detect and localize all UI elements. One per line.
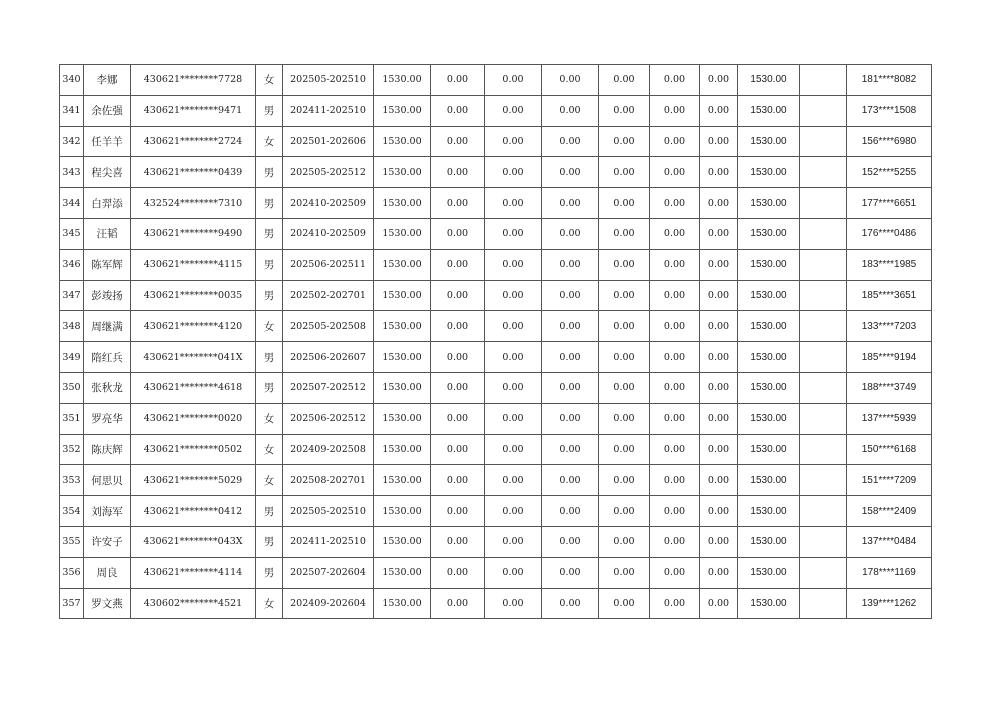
value-cell-5: 0.00 <box>650 372 700 403</box>
table-row <box>60 342 932 373</box>
row-number-cell: 355 <box>60 526 84 557</box>
value-cell-1: 0.00 <box>431 65 485 96</box>
value-cell-4: 0.00 <box>599 188 650 219</box>
value-cell-4: 0.00 <box>599 465 650 496</box>
row-number-cell: 348 <box>60 311 84 342</box>
total-cell: 1530.00 <box>738 526 800 557</box>
blank-cell <box>800 403 847 434</box>
table-row <box>60 434 932 465</box>
value-cell-1: 0.00 <box>431 372 485 403</box>
value-cell-4: 0.00 <box>599 403 650 434</box>
value-cell-6: 0.00 <box>700 557 738 588</box>
phone-cell: 183****1985 <box>847 249 932 280</box>
id-number-cell: 430621********4618 <box>131 372 256 403</box>
gender-cell: 女 <box>256 403 283 434</box>
total-cell: 1530.00 <box>738 403 800 434</box>
value-cell-5: 0.00 <box>650 188 700 219</box>
value-cell-5: 0.00 <box>650 588 700 619</box>
id-number-cell: 432524********7310 <box>131 188 256 219</box>
value-cell-5: 0.00 <box>650 311 700 342</box>
phone-cell: 178****1169 <box>847 557 932 588</box>
value-cell-2: 0.00 <box>485 557 542 588</box>
value-cell-3: 0.00 <box>542 249 599 280</box>
table-row <box>60 65 932 96</box>
value-cell-5: 0.00 <box>650 280 700 311</box>
gender-cell: 男 <box>256 526 283 557</box>
gender-cell: 男 <box>256 218 283 249</box>
value-cell-1: 0.00 <box>431 126 485 157</box>
value-cell-2: 0.00 <box>485 588 542 619</box>
value-cell-6: 0.00 <box>700 311 738 342</box>
value-cell-3: 0.00 <box>542 434 599 465</box>
period-cell: 202411-202510 <box>283 526 374 557</box>
table-row <box>60 526 932 557</box>
phone-cell: 188****3749 <box>847 372 932 403</box>
value-cell-2: 0.00 <box>485 249 542 280</box>
table-row <box>60 311 932 342</box>
row-number-cell: 343 <box>60 157 84 188</box>
data-table <box>59 64 932 619</box>
period-cell: 202411-202510 <box>283 95 374 126</box>
row-number-cell: 342 <box>60 126 84 157</box>
value-cell-1: 0.00 <box>431 342 485 373</box>
value-cell-4: 0.00 <box>599 342 650 373</box>
total-cell: 1530.00 <box>738 249 800 280</box>
row-number-cell: 353 <box>60 465 84 496</box>
value-cell-3: 0.00 <box>542 218 599 249</box>
table-row <box>60 126 932 157</box>
gender-cell: 男 <box>256 95 283 126</box>
total-cell: 1530.00 <box>738 65 800 96</box>
value-cell-4: 0.00 <box>599 280 650 311</box>
value-cell-5: 0.00 <box>650 465 700 496</box>
name-cell: 陈庆辉 <box>84 434 131 465</box>
value-cell-5: 0.00 <box>650 249 700 280</box>
value-cell-1: 0.00 <box>431 557 485 588</box>
blank-cell <box>800 249 847 280</box>
id-number-cell: 430621********0035 <box>131 280 256 311</box>
value-cell-6: 0.00 <box>700 526 738 557</box>
amount-cell: 1530.00 <box>374 465 431 496</box>
value-cell-3: 0.00 <box>542 526 599 557</box>
value-cell-1: 0.00 <box>431 465 485 496</box>
gender-cell: 女 <box>256 434 283 465</box>
value-cell-3: 0.00 <box>542 311 599 342</box>
amount-cell: 1530.00 <box>374 311 431 342</box>
phone-cell: 156****6980 <box>847 126 932 157</box>
total-cell: 1530.00 <box>738 157 800 188</box>
total-cell: 1530.00 <box>738 434 800 465</box>
table-row <box>60 95 932 126</box>
value-cell-3: 0.00 <box>542 372 599 403</box>
value-cell-6: 0.00 <box>700 249 738 280</box>
name-cell: 李娜 <box>84 65 131 96</box>
name-cell: 刘海军 <box>84 496 131 527</box>
name-cell: 彭竣扬 <box>84 280 131 311</box>
amount-cell: 1530.00 <box>374 526 431 557</box>
gender-cell: 男 <box>256 342 283 373</box>
amount-cell: 1530.00 <box>374 280 431 311</box>
blank-cell <box>800 372 847 403</box>
gender-cell: 男 <box>256 372 283 403</box>
period-cell: 202501-202606 <box>283 126 374 157</box>
value-cell-6: 0.00 <box>700 342 738 373</box>
value-cell-5: 0.00 <box>650 557 700 588</box>
value-cell-2: 0.00 <box>485 372 542 403</box>
phone-cell: 181****8082 <box>847 65 932 96</box>
blank-cell <box>800 188 847 219</box>
amount-cell: 1530.00 <box>374 434 431 465</box>
value-cell-6: 0.00 <box>700 465 738 496</box>
value-cell-3: 0.00 <box>542 188 599 219</box>
id-number-cell: 430621********2724 <box>131 126 256 157</box>
value-cell-5: 0.00 <box>650 403 700 434</box>
blank-cell <box>800 95 847 126</box>
value-cell-1: 0.00 <box>431 218 485 249</box>
value-cell-2: 0.00 <box>485 496 542 527</box>
value-cell-4: 0.00 <box>599 311 650 342</box>
row-number-cell: 345 <box>60 218 84 249</box>
value-cell-6: 0.00 <box>700 372 738 403</box>
value-cell-2: 0.00 <box>485 465 542 496</box>
row-number-cell: 350 <box>60 372 84 403</box>
phone-cell: 137****5939 <box>847 403 932 434</box>
value-cell-2: 0.00 <box>485 188 542 219</box>
amount-cell: 1530.00 <box>374 95 431 126</box>
phone-cell: 139****1262 <box>847 588 932 619</box>
id-number-cell: 430621********0412 <box>131 496 256 527</box>
value-cell-3: 0.00 <box>542 280 599 311</box>
name-cell: 白羿添 <box>84 188 131 219</box>
table-row <box>60 372 932 403</box>
id-number-cell: 430621********0502 <box>131 434 256 465</box>
total-cell: 1530.00 <box>738 218 800 249</box>
value-cell-4: 0.00 <box>599 95 650 126</box>
blank-cell <box>800 65 847 96</box>
value-cell-5: 0.00 <box>650 65 700 96</box>
value-cell-4: 0.00 <box>599 249 650 280</box>
amount-cell: 1530.00 <box>374 557 431 588</box>
row-number-cell: 344 <box>60 188 84 219</box>
phone-cell: 137****0484 <box>847 526 932 557</box>
value-cell-1: 0.00 <box>431 311 485 342</box>
gender-cell: 女 <box>256 465 283 496</box>
value-cell-5: 0.00 <box>650 126 700 157</box>
period-cell: 202508-202701 <box>283 465 374 496</box>
value-cell-5: 0.00 <box>650 218 700 249</box>
value-cell-3: 0.00 <box>542 557 599 588</box>
value-cell-2: 0.00 <box>485 65 542 96</box>
value-cell-4: 0.00 <box>599 557 650 588</box>
id-number-cell: 430621********4120 <box>131 311 256 342</box>
blank-cell <box>800 218 847 249</box>
row-number-cell: 340 <box>60 65 84 96</box>
table-row <box>60 588 932 619</box>
value-cell-3: 0.00 <box>542 588 599 619</box>
value-cell-6: 0.00 <box>700 434 738 465</box>
blank-cell <box>800 496 847 527</box>
period-cell: 202502-202701 <box>283 280 374 311</box>
value-cell-3: 0.00 <box>542 95 599 126</box>
period-cell: 202505-202510 <box>283 65 374 96</box>
period-cell: 202505-202508 <box>283 311 374 342</box>
value-cell-1: 0.00 <box>431 280 485 311</box>
blank-cell <box>800 342 847 373</box>
period-cell: 202410-202509 <box>283 188 374 219</box>
phone-cell: 133****7203 <box>847 311 932 342</box>
value-cell-3: 0.00 <box>542 157 599 188</box>
total-cell: 1530.00 <box>738 280 800 311</box>
value-cell-2: 0.00 <box>485 157 542 188</box>
name-cell: 余佐强 <box>84 95 131 126</box>
value-cell-6: 0.00 <box>700 218 738 249</box>
id-number-cell: 430621********041X <box>131 342 256 373</box>
value-cell-2: 0.00 <box>485 126 542 157</box>
blank-cell <box>800 157 847 188</box>
value-cell-5: 0.00 <box>650 157 700 188</box>
value-cell-4: 0.00 <box>599 496 650 527</box>
amount-cell: 1530.00 <box>374 188 431 219</box>
value-cell-5: 0.00 <box>650 342 700 373</box>
row-number-cell: 349 <box>60 342 84 373</box>
total-cell: 1530.00 <box>738 557 800 588</box>
row-number-cell: 357 <box>60 588 84 619</box>
value-cell-4: 0.00 <box>599 588 650 619</box>
blank-cell <box>800 311 847 342</box>
id-number-cell: 430621********0439 <box>131 157 256 188</box>
row-number-cell: 351 <box>60 403 84 434</box>
total-cell: 1530.00 <box>738 342 800 373</box>
name-cell: 许安子 <box>84 526 131 557</box>
row-number-cell: 346 <box>60 249 84 280</box>
value-cell-3: 0.00 <box>542 342 599 373</box>
value-cell-6: 0.00 <box>700 496 738 527</box>
phone-cell: 152****5255 <box>847 157 932 188</box>
name-cell: 程尖喜 <box>84 157 131 188</box>
table-row <box>60 218 932 249</box>
table-row <box>60 465 932 496</box>
gender-cell: 男 <box>256 157 283 188</box>
name-cell: 周继满 <box>84 311 131 342</box>
phone-cell: 150****6168 <box>847 434 932 465</box>
table-row <box>60 496 932 527</box>
total-cell: 1530.00 <box>738 465 800 496</box>
value-cell-1: 0.00 <box>431 588 485 619</box>
value-cell-4: 0.00 <box>599 434 650 465</box>
value-cell-2: 0.00 <box>485 311 542 342</box>
total-cell: 1530.00 <box>738 311 800 342</box>
value-cell-2: 0.00 <box>485 526 542 557</box>
row-number-cell: 354 <box>60 496 84 527</box>
value-cell-3: 0.00 <box>542 496 599 527</box>
amount-cell: 1530.00 <box>374 403 431 434</box>
gender-cell: 女 <box>256 126 283 157</box>
value-cell-6: 0.00 <box>700 280 738 311</box>
total-cell: 1530.00 <box>738 126 800 157</box>
name-cell: 周良 <box>84 557 131 588</box>
value-cell-6: 0.00 <box>700 157 738 188</box>
value-cell-2: 0.00 <box>485 218 542 249</box>
value-cell-2: 0.00 <box>485 95 542 126</box>
phone-cell: 158****2409 <box>847 496 932 527</box>
id-number-cell: 430621********7728 <box>131 65 256 96</box>
period-cell: 202505-202510 <box>283 496 374 527</box>
value-cell-2: 0.00 <box>485 280 542 311</box>
period-cell: 202507-202512 <box>283 372 374 403</box>
value-cell-4: 0.00 <box>599 126 650 157</box>
value-cell-3: 0.00 <box>542 465 599 496</box>
value-cell-4: 0.00 <box>599 526 650 557</box>
value-cell-6: 0.00 <box>700 65 738 96</box>
name-cell: 陈军辉 <box>84 249 131 280</box>
total-cell: 1530.00 <box>738 588 800 619</box>
amount-cell: 1530.00 <box>374 588 431 619</box>
id-number-cell: 430621********9471 <box>131 95 256 126</box>
table-row <box>60 557 932 588</box>
name-cell: 张秋龙 <box>84 372 131 403</box>
name-cell: 汪韬 <box>84 218 131 249</box>
value-cell-4: 0.00 <box>599 218 650 249</box>
table-row <box>60 403 932 434</box>
gender-cell: 女 <box>256 65 283 96</box>
name-cell: 隋红兵 <box>84 342 131 373</box>
value-cell-6: 0.00 <box>700 588 738 619</box>
value-cell-2: 0.00 <box>485 342 542 373</box>
gender-cell: 男 <box>256 188 283 219</box>
blank-cell <box>800 126 847 157</box>
row-number-cell: 356 <box>60 557 84 588</box>
phone-cell: 173****1508 <box>847 95 932 126</box>
id-number-cell: 430621********4115 <box>131 249 256 280</box>
period-cell: 202506-202607 <box>283 342 374 373</box>
period-cell: 202410-202509 <box>283 218 374 249</box>
table-row <box>60 280 932 311</box>
value-cell-1: 0.00 <box>431 95 485 126</box>
value-cell-1: 0.00 <box>431 434 485 465</box>
period-cell: 202505-202512 <box>283 157 374 188</box>
id-number-cell: 430621********9490 <box>131 218 256 249</box>
id-number-cell: 430602********4521 <box>131 588 256 619</box>
table-row <box>60 157 932 188</box>
name-cell: 罗亮华 <box>84 403 131 434</box>
value-cell-2: 0.00 <box>485 403 542 434</box>
name-cell: 任羊羊 <box>84 126 131 157</box>
name-cell: 罗文燕 <box>84 588 131 619</box>
value-cell-1: 0.00 <box>431 403 485 434</box>
value-cell-6: 0.00 <box>700 126 738 157</box>
period-cell: 202409-202508 <box>283 434 374 465</box>
name-cell: 何思贝 <box>84 465 131 496</box>
period-cell: 202506-202511 <box>283 249 374 280</box>
period-cell: 202409-202604 <box>283 588 374 619</box>
phone-cell: 176****0486 <box>847 218 932 249</box>
value-cell-3: 0.00 <box>542 65 599 96</box>
blank-cell <box>800 557 847 588</box>
value-cell-6: 0.00 <box>700 188 738 219</box>
row-number-cell: 352 <box>60 434 84 465</box>
value-cell-1: 0.00 <box>431 188 485 219</box>
total-cell: 1530.00 <box>738 188 800 219</box>
table-row <box>60 249 932 280</box>
row-number-cell: 347 <box>60 280 84 311</box>
value-cell-1: 0.00 <box>431 526 485 557</box>
value-cell-5: 0.00 <box>650 496 700 527</box>
value-cell-1: 0.00 <box>431 496 485 527</box>
value-cell-5: 0.00 <box>650 526 700 557</box>
amount-cell: 1530.00 <box>374 65 431 96</box>
value-cell-5: 0.00 <box>650 434 700 465</box>
amount-cell: 1530.00 <box>374 157 431 188</box>
amount-cell: 1530.00 <box>374 342 431 373</box>
value-cell-1: 0.00 <box>431 249 485 280</box>
id-number-cell: 430621********043X <box>131 526 256 557</box>
value-cell-1: 0.00 <box>431 157 485 188</box>
value-cell-4: 0.00 <box>599 372 650 403</box>
value-cell-3: 0.00 <box>542 126 599 157</box>
value-cell-4: 0.00 <box>599 157 650 188</box>
gender-cell: 男 <box>256 496 283 527</box>
phone-cell: 185****3651 <box>847 280 932 311</box>
table-body <box>60 65 932 619</box>
amount-cell: 1530.00 <box>374 496 431 527</box>
total-cell: 1530.00 <box>738 95 800 126</box>
id-number-cell: 430621********5029 <box>131 465 256 496</box>
value-cell-6: 0.00 <box>700 403 738 434</box>
row-number-cell: 341 <box>60 95 84 126</box>
blank-cell <box>800 280 847 311</box>
table-row <box>60 188 932 219</box>
gender-cell: 男 <box>256 249 283 280</box>
period-cell: 202506-202512 <box>283 403 374 434</box>
phone-cell: 151****7209 <box>847 465 932 496</box>
blank-cell <box>800 465 847 496</box>
amount-cell: 1530.00 <box>374 126 431 157</box>
amount-cell: 1530.00 <box>374 249 431 280</box>
value-cell-4: 0.00 <box>599 65 650 96</box>
total-cell: 1530.00 <box>738 496 800 527</box>
blank-cell <box>800 588 847 619</box>
gender-cell: 女 <box>256 588 283 619</box>
total-cell: 1530.00 <box>738 372 800 403</box>
value-cell-6: 0.00 <box>700 95 738 126</box>
value-cell-3: 0.00 <box>542 403 599 434</box>
amount-cell: 1530.00 <box>374 218 431 249</box>
phone-cell: 185****9194 <box>847 342 932 373</box>
period-cell: 202507-202604 <box>283 557 374 588</box>
id-number-cell: 430621********4114 <box>131 557 256 588</box>
gender-cell: 男 <box>256 557 283 588</box>
value-cell-5: 0.00 <box>650 95 700 126</box>
gender-cell: 女 <box>256 311 283 342</box>
value-cell-2: 0.00 <box>485 434 542 465</box>
phone-cell: 177****6651 <box>847 188 932 219</box>
id-number-cell: 430621********0020 <box>131 403 256 434</box>
amount-cell: 1530.00 <box>374 372 431 403</box>
blank-cell <box>800 434 847 465</box>
gender-cell: 男 <box>256 280 283 311</box>
blank-cell <box>800 526 847 557</box>
